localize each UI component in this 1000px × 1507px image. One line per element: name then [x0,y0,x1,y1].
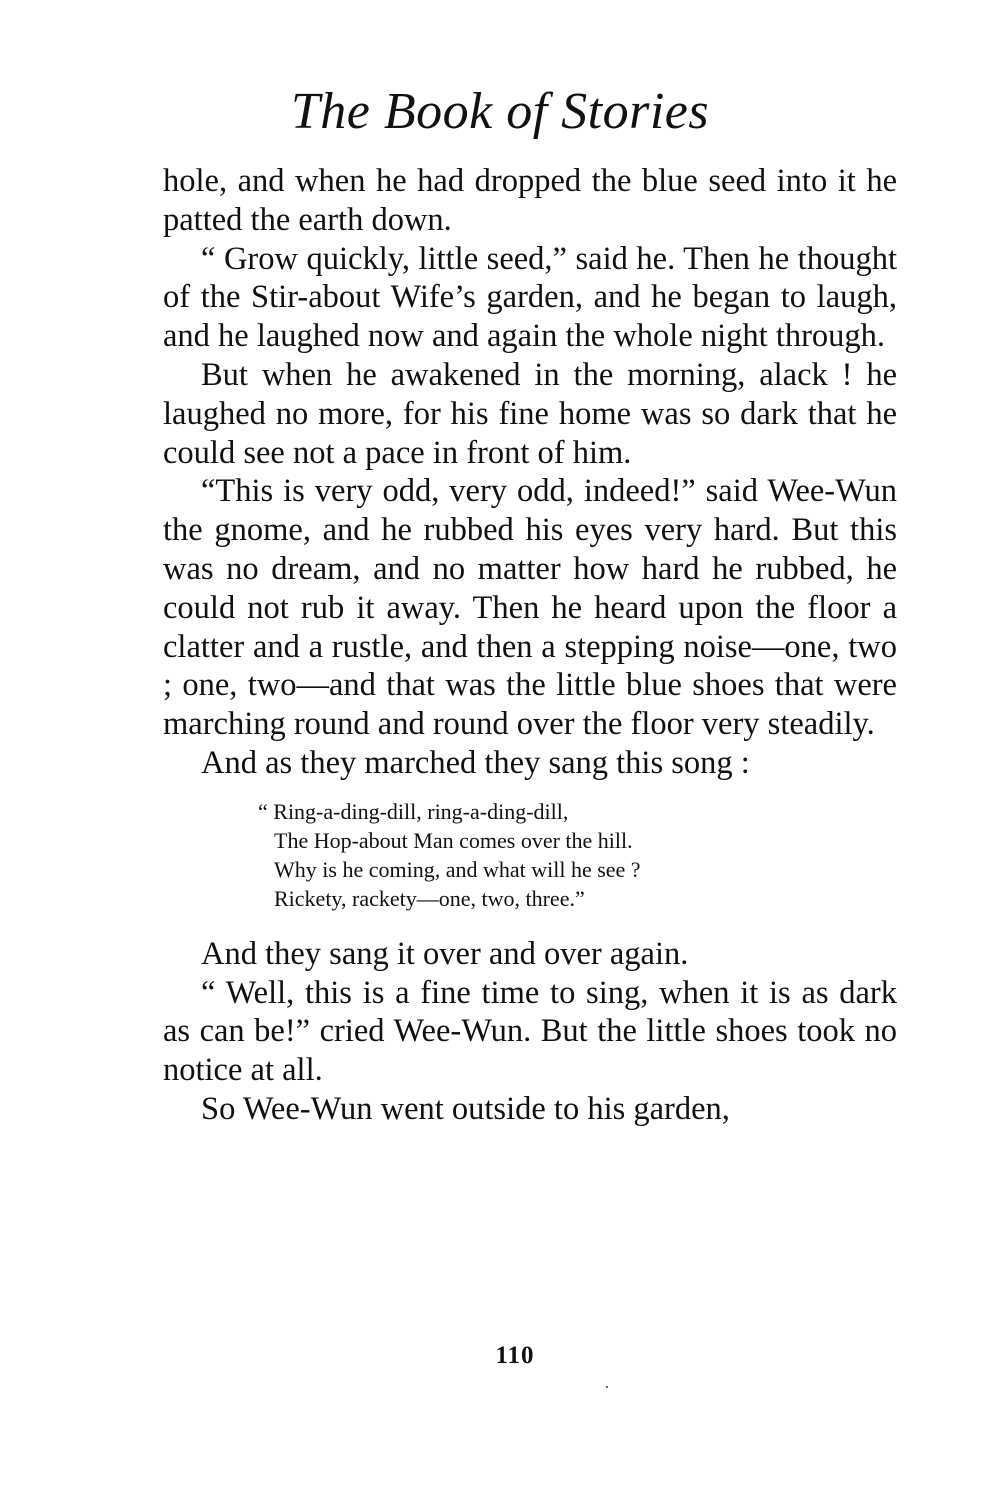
body-text [163,162,897,1129]
running-head: The Book of Stories [290,83,710,140]
paragraph: But when he awakened in the morning, alack ! he laughed no more, for his fine home was so dark that he could see not a pace in front of him. [163,356,897,471]
paragraph: And they sang it over and over again. [201,935,689,972]
song-line: The Hop-about Man comes over the hill. [274,827,633,853]
paragraph: And as they marched they sang this song : [201,744,750,781]
song-verse [258,797,897,913]
print-speck [606,1386,608,1388]
song-line: “ Ring-a-ding-dill, ring-a-ding-dill, [258,798,569,824]
page-number: 110 [495,1342,535,1369]
song-line: Rickety, rackety—one, two, three.” [274,885,585,911]
paragraph: “This is very odd, very odd, indeed!” said Wee-Wun the gnome, and he rubbed his eyes very hard. But this was no dream, and no matter how hard he rubbed, he could not rub it away. Then he heard upon the floor a clatter and a rustle, and then a stepping noise—one, two ; one, two—and that was the little blue shoes that were marching round and round over the floor very steadily. [163,473,897,743]
paragraph: hole, and when he had dropped the blue seed into it he patted the earth down. [163,163,897,238]
paragraph: “ Grow quickly, little seed,” said he. Then he thought of the Stir-about Wife’s garden, and he began to laugh, and he laughed now and again the whole night through. [163,240,897,355]
song-line: Why is he coming, and what will he see ? [274,856,641,882]
paragraph: So Wee-Wun went outside to his garden, [201,1090,730,1127]
paragraph: “ Well, this is a fine time to sing, when it is as dark as can be!” cried Wee-Wun. But the little shoes took no notice at all. [163,974,897,1089]
